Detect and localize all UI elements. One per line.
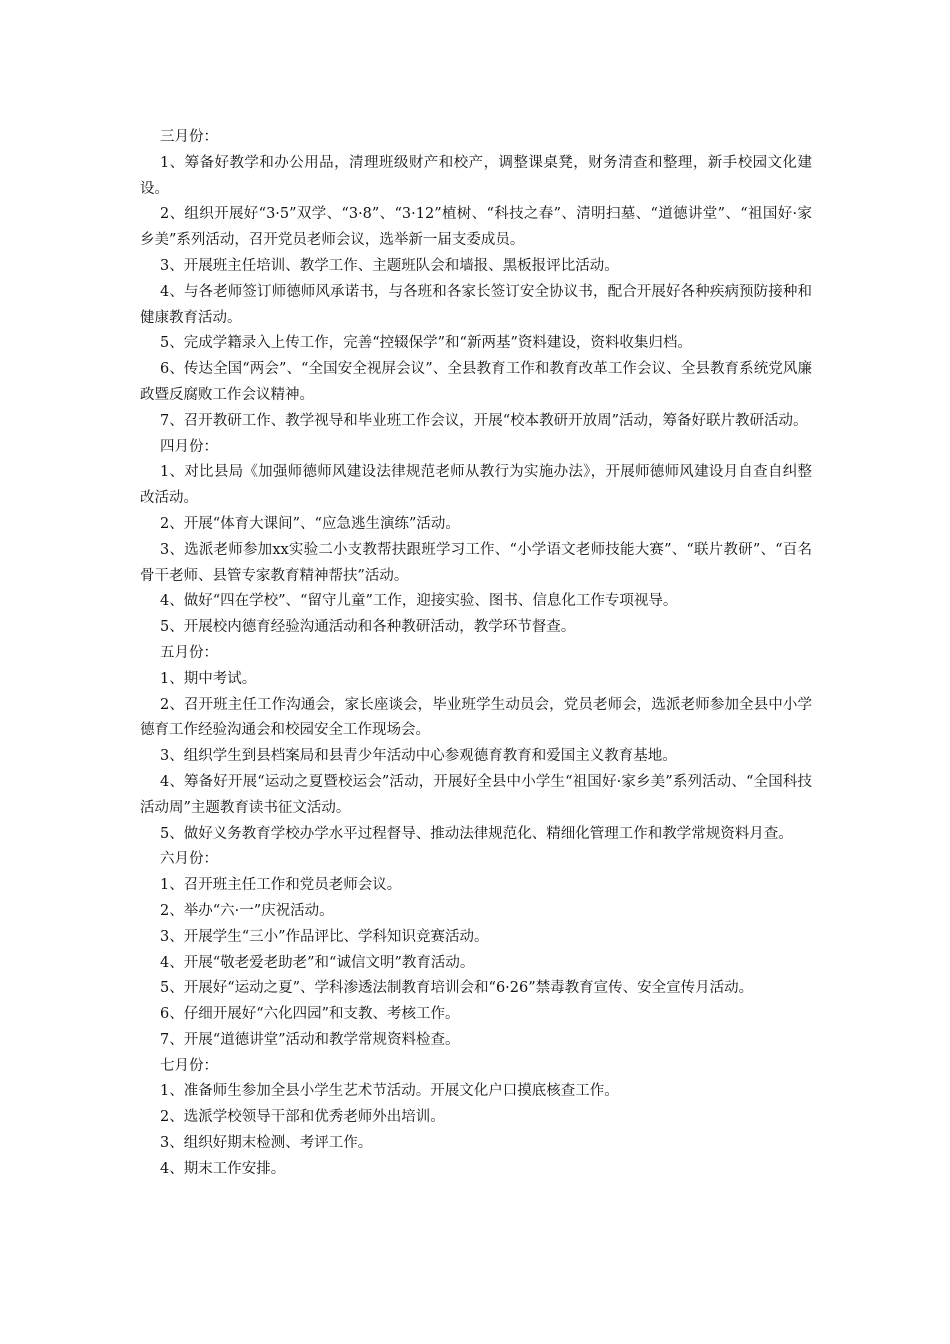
list-item: 1、准备师生参加全县小学生艺术节活动。开展文化户口摸底核查工作。 bbox=[160, 1083, 619, 1100]
list-item: 5、开展校内德育经验沟通活动和各种教研活动，教学环节督查。 bbox=[160, 619, 576, 636]
list-item: 1、对比县局《加强师德师风建设法律规范老师从教行为实施办法》，开展师德师风建设月自查自纠整改活动。 bbox=[140, 464, 812, 507]
section-heading-may: 五月份： bbox=[160, 644, 218, 661]
list-item: 4、做好“四在学校”、“留守儿童”工作，迎接实验、图书、信息化工作专项视导。 bbox=[160, 593, 678, 610]
list-item: 1、期中考试。 bbox=[160, 670, 257, 687]
list-item: 6、传达全国“两会”、“全国安全视屏会议”、全县教育工作和教育改革工作会议、全县教育系统党风廉政暨反腐败工作会议精神。 bbox=[140, 361, 812, 403]
section-heading-july: 七月份： bbox=[160, 1057, 218, 1074]
list-item: 3、开展班主任培训、教学工作、主题班队会和墙报、黑板报评比活动。 bbox=[160, 257, 619, 274]
list-item: 4、筹备好开展“运动之夏暨校运会”活动，开展好全县中小学生“祖国好·家乡美”系列活动、“全国科技活动周”主题教育读书征文活动。 bbox=[140, 773, 812, 816]
list-item: 1、召开班主任工作和党员老师会议。 bbox=[160, 877, 402, 894]
list-item: 4、期末工作安排。 bbox=[160, 1160, 286, 1177]
list-item: 2、选派学校领导干部和优秀老师外出培训。 bbox=[160, 1109, 445, 1126]
list-item: 4、与各老师签订师德师风承诺书，与各班和各家长签订安全协议书，配合开展好各种疾病预防接种和健康教育活动。 bbox=[140, 283, 812, 326]
section-heading-april: 四月份： bbox=[160, 438, 218, 455]
list-item: 2、举办“六·一”庆祝活动。 bbox=[160, 902, 334, 919]
list-item: 6、仔细开展好“六化四园”和支教、考核工作。 bbox=[160, 1006, 460, 1023]
list-item: 2、开展“体育大课间”、“应急逃生演练”活动。 bbox=[160, 515, 460, 532]
list-item: 5、做好义务教育学校办学水平过程督导、推动法律规范化、精细化管理工作和教学常规资料月查。 bbox=[160, 825, 793, 842]
section-heading-june: 六月份： bbox=[160, 851, 218, 868]
list-item: 5、完成学籍录入上传工作，完善“控辍保学”和“新两基”资料建设，资料收集归档。 bbox=[160, 335, 692, 352]
list-item: 3、组织学生到县档案局和县青少年活动中心参观德育教育和爱国主义教育基地。 bbox=[160, 748, 677, 765]
document-page bbox=[140, 125, 812, 1183]
list-item: 7、召开教研工作、教学视导和毕业班工作会议，开展“校本教研开放周”活动，筹备好联片教研活动。 bbox=[160, 412, 808, 429]
list-item: 7、开展“道德讲堂”活动和教学常规资料检查。 bbox=[160, 1031, 460, 1048]
list-item: 3、组织好期末检测、考评工作。 bbox=[160, 1135, 373, 1152]
list-item: 1、筹备好教学和办公用品，清理班级财产和校产，调整课桌凳，财务清查和整理，新手校园文化建设。 bbox=[140, 154, 812, 197]
list-item: 2、召开班主任工作沟通会，家长座谈会，毕业班学生动员会，党员老师会，选派老师参加全县中小学德育工作经验沟通会和校园安全工作现场会。 bbox=[140, 696, 812, 739]
list-item: 5、开展好“运动之夏”、学科渗透法制教育培训会和“6·26”禁毒教育宣传、安全宣传月活动。 bbox=[160, 980, 754, 997]
section-heading-march: 三月份： bbox=[160, 129, 218, 145]
list-item: 3、选派老师参加xx实验二小支教帮扶跟班学习工作、“小学语文老师技能大赛”、“联片教研”、“百名骨干老师、县管专家教育精神帮扶”活动。 bbox=[140, 541, 812, 584]
list-item: 2、组织开展好“3·5”双学、“3·8”、“3·12”植树、“科技之春”、清明扫墓、“道德讲堂”、“祖国好·家乡美”系列活动，召开党员老师会议，选举新一届支委成员。 bbox=[140, 206, 812, 249]
list-item: 4、开展“敬老爱老助老”和“诚信文明”教育活动。 bbox=[160, 954, 475, 971]
list-item: 3、开展学生“三小”作品评比、学科知识竞赛活动。 bbox=[160, 928, 489, 945]
